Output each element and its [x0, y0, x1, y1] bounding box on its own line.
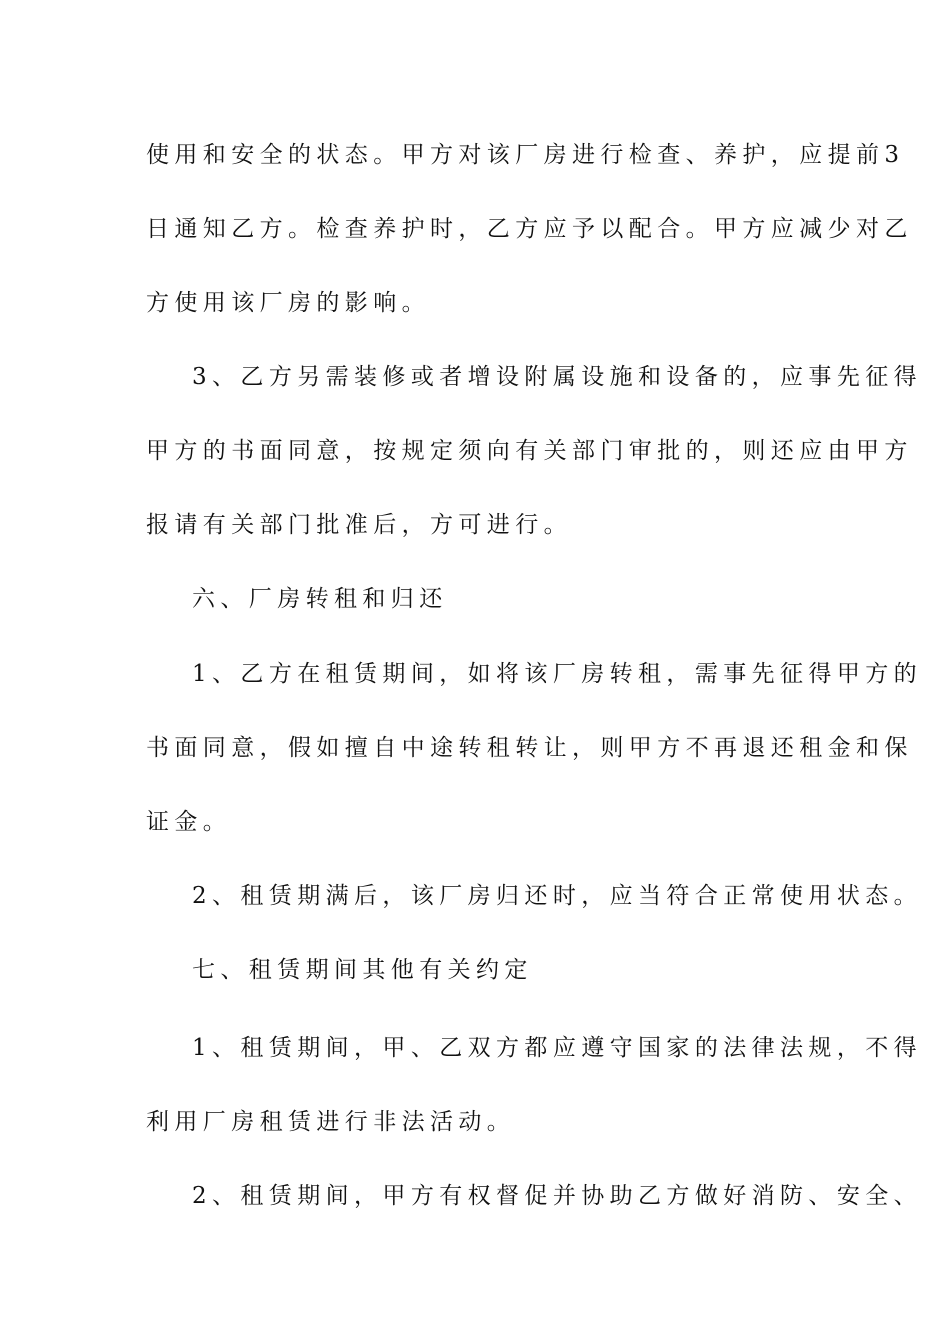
paragraph-line: 利用厂房租赁进行非法活动。 — [146, 1109, 516, 1135]
section-heading: 七、租赁期间其他有关约定 — [192, 957, 533, 983]
paragraph-line: 日通知乙方。检查养护时，乙方应予以配合。甲方应减少对乙 — [146, 216, 913, 242]
paragraph-line: 1、租赁期间，甲、乙双方都应遵守国家的法律法规，不得 — [192, 1035, 923, 1061]
paragraph-line: 2、租赁期满后，该厂房归还时，应当符合正常使用状态。 — [192, 883, 923, 909]
paragraph-line: 使用和安全的状态。甲方对该厂房进行检查、养护，应提前3 — [146, 142, 905, 168]
paragraph-line: 报请有关部门批准后，方可进行。 — [146, 512, 572, 538]
paragraph-line: 证金。 — [146, 809, 232, 835]
paragraph-line: 3、乙方另需装修或者增设附属设施和设备的，应事先征得 — [192, 364, 923, 390]
paragraph-line: 1、乙方在租赁期间，如将该厂房转租，需事先征得甲方的 — [192, 661, 923, 687]
paragraph-line: 方使用该厂房的影响。 — [146, 290, 430, 316]
paragraph-line: 甲方的书面同意，按规定须向有关部门审批的，则还应由甲方 — [146, 438, 913, 464]
paragraph-line: 书面同意，假如擅自中途转租转让，则甲方不再退还租金和保 — [146, 735, 913, 761]
paragraph-line: 2、租赁期间，甲方有权督促并协助乙方做好消防、安全、 — [192, 1183, 923, 1209]
section-heading: 六、厂房转租和归还 — [192, 586, 448, 612]
